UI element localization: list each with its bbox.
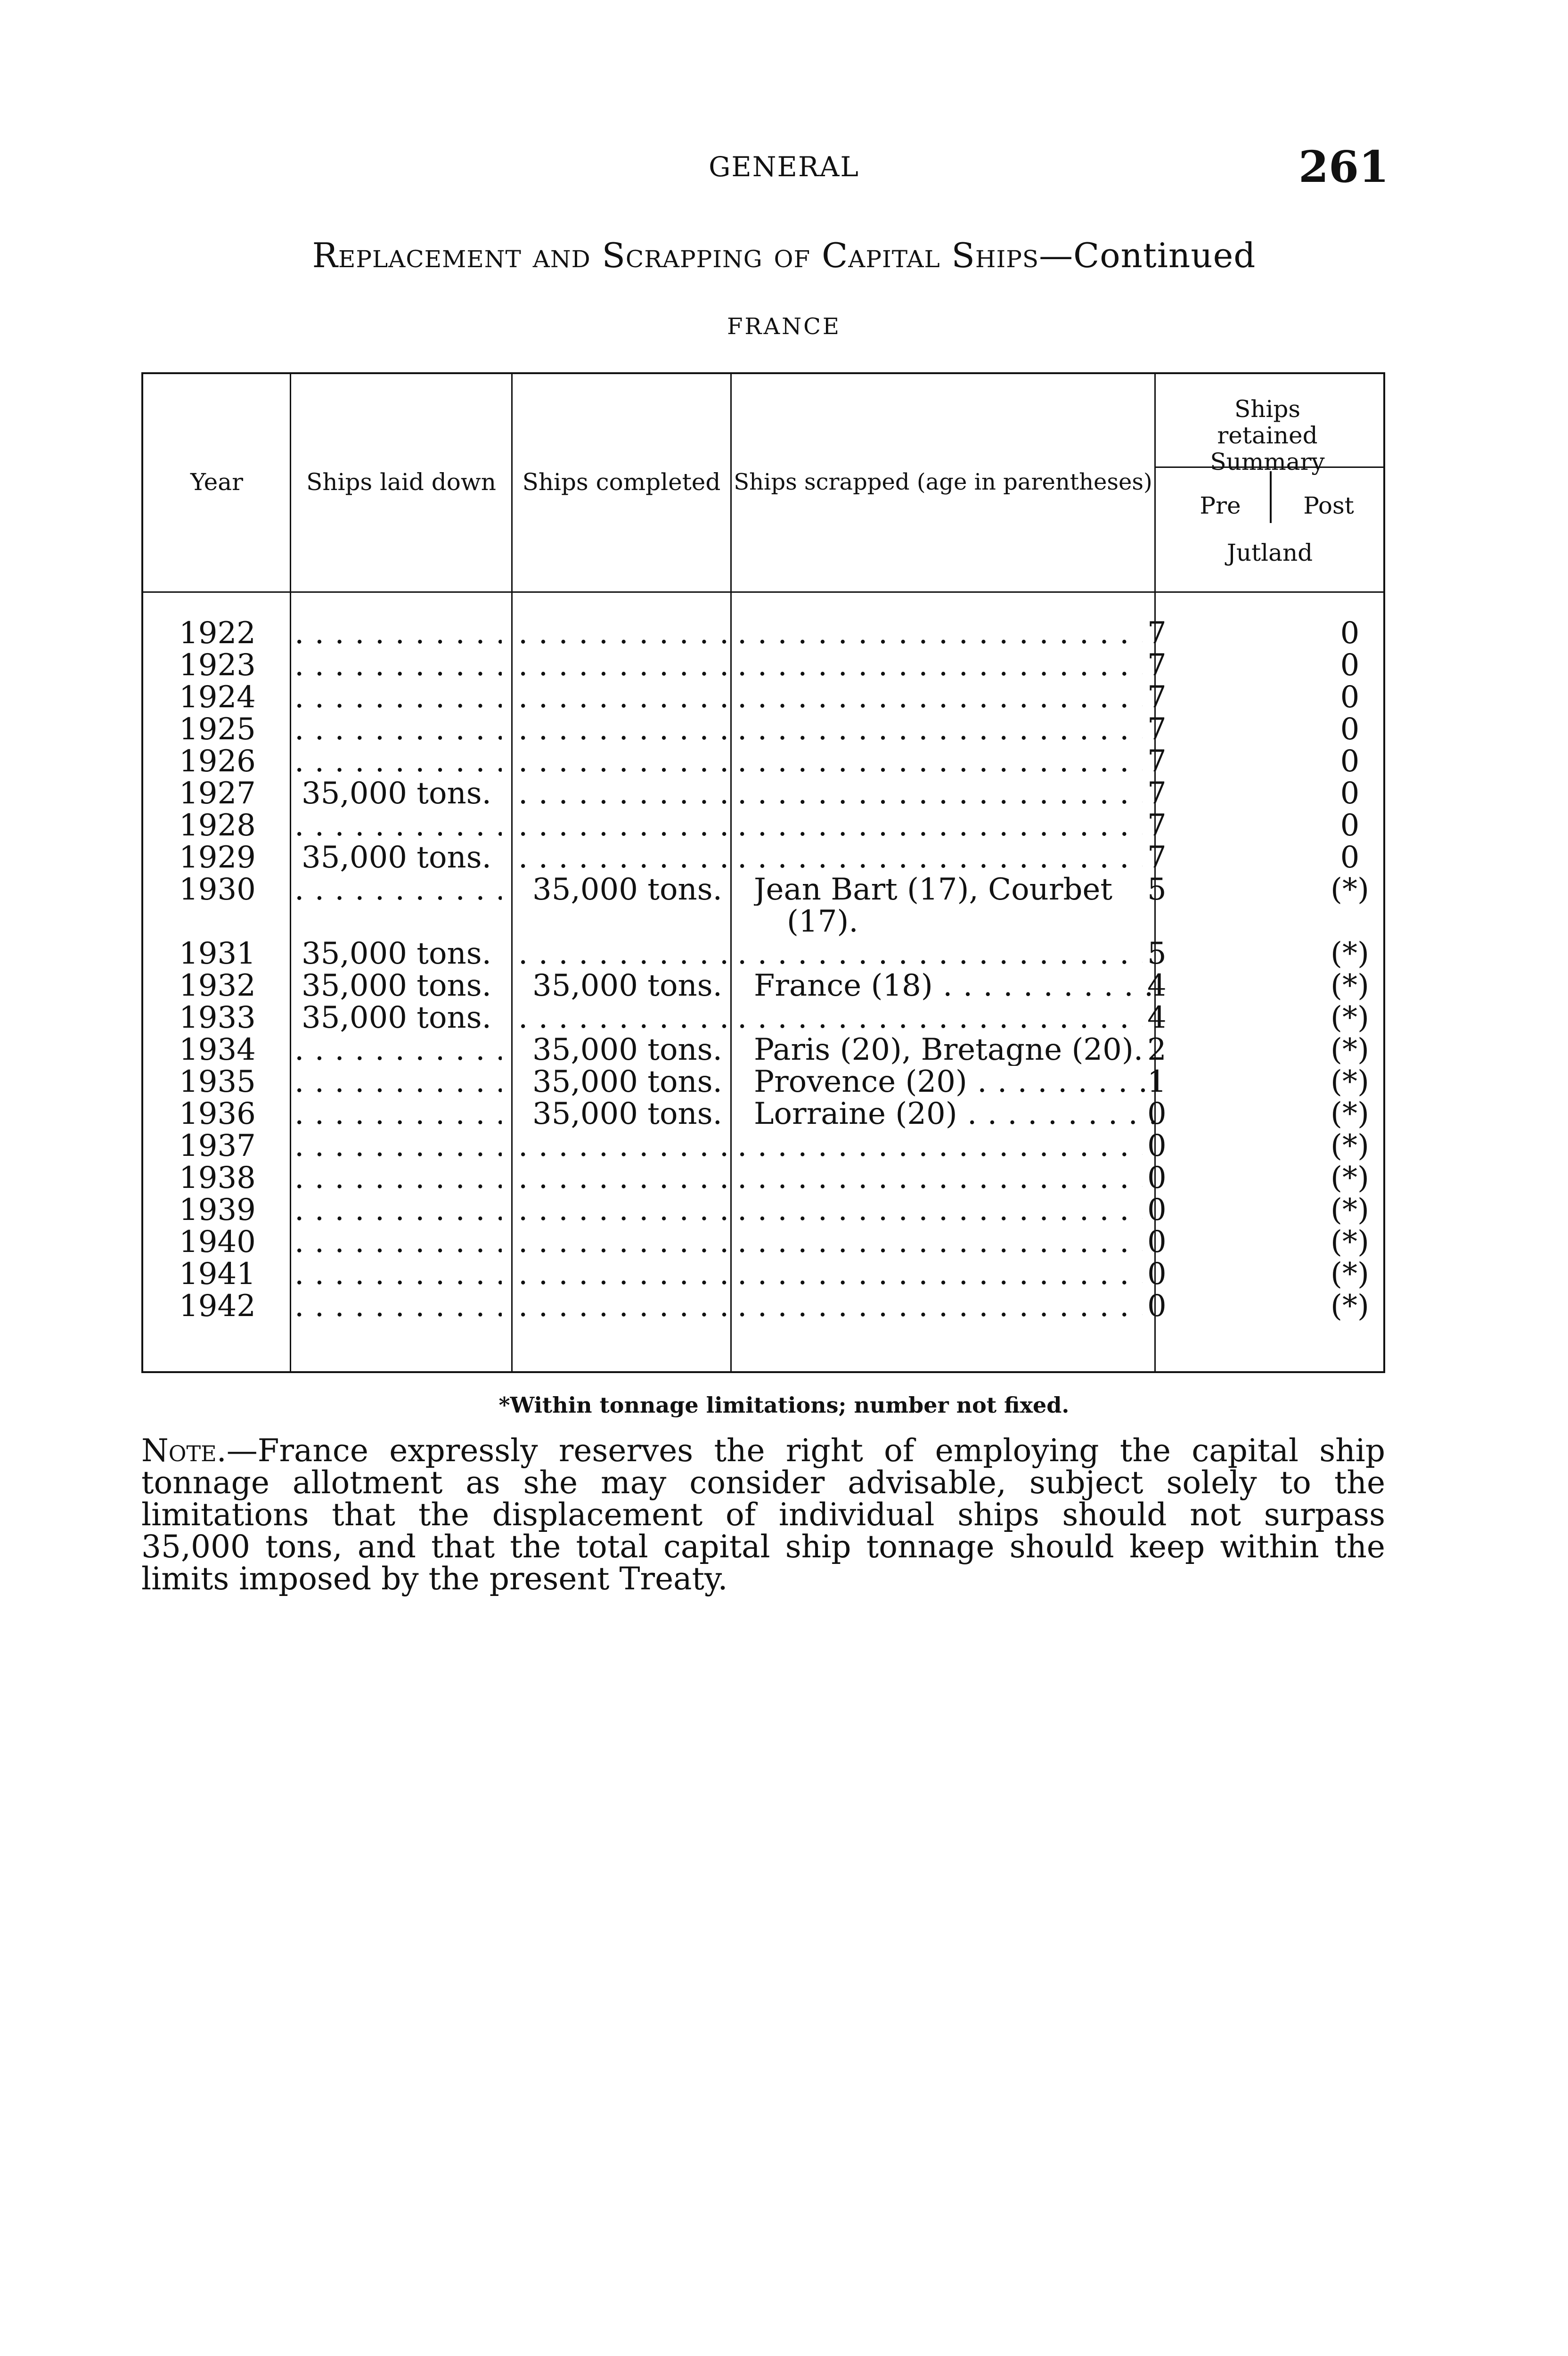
table-row	[141, 745, 1385, 777]
header-ships-laid-down: Ships laid down	[306, 468, 496, 496]
pre-jutland-cell: 7	[1147, 842, 1167, 874]
post-jutland-cell: 0	[1340, 777, 1360, 810]
year-cell: 1933	[179, 1002, 256, 1034]
year-cell: 1925	[179, 713, 256, 745]
completed-cell	[518, 745, 728, 777]
post-jutland-cell: (*)	[1331, 1258, 1369, 1290]
post-jutland-cell: (*)	[1331, 938, 1369, 970]
post-jutland-cell: 0	[1340, 681, 1360, 713]
year-cell: 1929	[179, 842, 256, 874]
pre-jutland-cell: 7	[1147, 745, 1167, 777]
section-title-main: Replacement and Scrapping of Capital Ships	[312, 236, 1039, 275]
post-jutland-cell: (*)	[1331, 874, 1369, 906]
pre-jutland-cell: 7	[1147, 713, 1167, 745]
completed-cell	[518, 842, 728, 874]
year-cell: 1932	[179, 970, 256, 1002]
completed-cell: 35,000 tons.	[532, 874, 722, 906]
laid-down-cell	[294, 617, 502, 649]
scrapped-cell	[737, 1194, 1143, 1226]
pre-jutland-cell: 7	[1147, 777, 1167, 810]
table-row	[141, 1226, 1385, 1258]
year-cell: 1931	[179, 938, 256, 970]
table-row	[141, 1130, 1385, 1162]
pre-jutland-cell: 7	[1147, 810, 1167, 842]
laid-down-cell: 35,000 tons. . . .	[302, 842, 499, 874]
scrapped-cell: Lorraine (20) . . .	[754, 1098, 1159, 1130]
table-top-rule	[141, 372, 1385, 374]
year-cell: 1928	[179, 810, 256, 842]
scrapped-cell	[737, 681, 1143, 713]
table-row	[141, 617, 1385, 649]
laid-down-cell	[294, 1194, 502, 1226]
completed-cell	[518, 1258, 728, 1290]
post-jutland-cell: (*)	[1331, 1066, 1369, 1098]
laid-down-cell	[294, 1290, 502, 1322]
table-row	[141, 1290, 1385, 1322]
post-jutland-cell: (*)	[1331, 970, 1369, 1002]
laid-down-cell	[294, 1098, 502, 1130]
table-row	[141, 874, 1385, 906]
scrapped-cell	[737, 649, 1143, 681]
pre-jutland-cell: 0	[1147, 1226, 1167, 1258]
completed-cell: 35,000 tons.	[532, 1034, 722, 1066]
year-cell: 1922	[179, 617, 256, 649]
year-cell: 1941	[179, 1258, 256, 1290]
laid-down-cell	[294, 1226, 502, 1258]
table-row	[141, 970, 1385, 1002]
post-jutland-cell: (*)	[1331, 1194, 1369, 1226]
pre-jutland-cell: 5	[1147, 874, 1167, 906]
laid-down-cell	[294, 1258, 502, 1290]
post-jutland-cell: (*)	[1331, 1002, 1369, 1034]
post-jutland-cell: 0	[1340, 842, 1360, 874]
scrapped-cell: Paris (20), Bretagne (20).	[754, 1034, 1143, 1066]
pre-jutland-cell: 0	[1147, 1098, 1167, 1130]
scrapped-cell	[737, 1002, 1143, 1034]
note-lead: Note.	[141, 1432, 227, 1469]
laid-down-cell	[294, 1034, 502, 1066]
scrapped-cell: France (18) . . .	[754, 970, 1159, 1002]
year-cell: 1923	[179, 649, 256, 681]
table-row	[141, 713, 1385, 745]
scrapped-cell	[737, 713, 1143, 745]
post-jutland-cell: 0	[1340, 810, 1360, 842]
pre-jutland-cell: 0	[1147, 1258, 1167, 1290]
scrapped-cell	[737, 1130, 1143, 1162]
post-jutland-cell: (*)	[1331, 1098, 1369, 1130]
table-row	[141, 1162, 1385, 1194]
header-jutland: Jutland	[1226, 539, 1313, 566]
completed-cell	[518, 617, 728, 649]
pre-jutland-cell: 4	[1147, 1002, 1167, 1034]
running-head: GENERAL	[709, 151, 859, 183]
completed-cell	[518, 1162, 728, 1194]
laid-down-cell	[294, 713, 502, 745]
pre-jutland-cell: 7	[1147, 649, 1167, 681]
year-cell: 1927	[179, 777, 256, 810]
header-post: Post	[1303, 492, 1354, 519]
completed-cell	[518, 777, 728, 810]
laid-down-cell: 35,000 tons. . . .	[302, 777, 499, 810]
post-jutland-cell: (*)	[1331, 1162, 1369, 1194]
post-jutland-cell: (*)	[1331, 1130, 1369, 1162]
year-cell: 1937	[179, 1130, 256, 1162]
completed-cell	[518, 1002, 728, 1034]
table-row	[141, 1066, 1385, 1098]
laid-down-cell	[294, 874, 502, 906]
header-year: Year	[190, 468, 243, 496]
completed-cell	[518, 938, 728, 970]
completed-cell	[518, 1226, 728, 1258]
section-title	[0, 236, 1568, 275]
table-row	[141, 938, 1385, 970]
completed-cell	[518, 810, 728, 842]
year-cell: 1924	[179, 681, 256, 713]
scrapped-cell: Jean Bart (17), Courbet	[754, 874, 1113, 906]
scrapped-cell	[737, 1226, 1143, 1258]
note-paragraph	[141, 1432, 1385, 1597]
laid-down-cell: 35,000 tons. . . .	[302, 938, 499, 970]
scrapped-cell	[737, 745, 1143, 777]
table-row	[141, 810, 1385, 842]
pre-jutland-cell: 1	[1147, 1066, 1167, 1098]
laid-down-cell	[294, 1130, 502, 1162]
year-cell: 1930	[179, 874, 256, 906]
table-row	[141, 649, 1385, 681]
completed-cell: 35,000 tons.	[532, 970, 722, 1002]
table-row-continuation	[141, 906, 1385, 938]
header-ships-scrapped: Ships scrapped (age in parentheses)	[734, 469, 1152, 495]
table-row	[141, 1098, 1385, 1130]
header-bottom-rule	[141, 591, 1385, 593]
table-row	[141, 1258, 1385, 1290]
laid-down-cell	[294, 810, 502, 842]
scrapped-cell	[737, 1290, 1143, 1322]
post-jutland-cell: 0	[1340, 617, 1360, 649]
pre-jutland-cell: 4	[1147, 970, 1167, 1002]
scrapped-cell	[737, 810, 1143, 842]
scrapped-cell	[737, 938, 1143, 970]
scrapped-cell: Provence (20) . . .	[754, 1066, 1159, 1098]
scrapped-cell	[737, 777, 1143, 810]
pre-jutland-cell: 2	[1147, 1034, 1167, 1066]
completed-cell	[518, 681, 728, 713]
laid-down-cell	[294, 1066, 502, 1098]
scrapped-cell-continued: (17).	[787, 906, 858, 938]
completed-cell	[518, 1194, 728, 1226]
scrapped-cell	[737, 617, 1143, 649]
table-row	[141, 1034, 1385, 1066]
table-row	[141, 842, 1385, 874]
table-row	[141, 1002, 1385, 1034]
laid-down-cell: 35,000 tons. . . .	[302, 970, 499, 1002]
completed-cell	[518, 1130, 728, 1162]
pre-jutland-cell: 7	[1147, 681, 1167, 713]
header-pre: Pre	[1200, 492, 1241, 519]
completed-cell: 35,000 tons.	[532, 1066, 722, 1098]
year-cell: 1936	[179, 1098, 256, 1130]
laid-down-cell	[294, 1162, 502, 1194]
pre-jutland-cell: 7	[1147, 617, 1167, 649]
country-heading: FRANCE	[727, 313, 841, 340]
page-number: 261	[1298, 141, 1389, 192]
pre-jutland-cell: 0	[1147, 1130, 1167, 1162]
completed-cell: 35,000 tons.	[532, 1098, 722, 1130]
note-text: —France expressly reserves the right of employing the capital ship tonnage allotment as she may consider advisable, subject solely to the limitations that the displacement of individual ships should not surpass 35,000 tons, and that the total capital ship tonnage should keep within the limits imposed by the present Treaty.	[141, 1432, 1385, 1597]
post-jutland-cell: 0	[1340, 713, 1360, 745]
completed-cell	[518, 649, 728, 681]
completed-cell	[518, 713, 728, 745]
laid-down-cell	[294, 681, 502, 713]
year-cell: 1934	[179, 1034, 256, 1066]
year-cell: 1942	[179, 1290, 256, 1322]
laid-down-cell	[294, 745, 502, 777]
header-ships-completed: Ships completed	[522, 468, 721, 496]
pre-jutland-cell: 0	[1147, 1290, 1167, 1322]
pre-jutland-cell: 0	[1147, 1194, 1167, 1226]
post-jutland-cell: (*)	[1331, 1226, 1369, 1258]
post-jutland-cell: 0	[1340, 649, 1360, 681]
year-cell: 1935	[179, 1066, 256, 1098]
scrapped-cell	[737, 1258, 1143, 1290]
header-ships-retained: Ships retained Summary	[1210, 395, 1325, 475]
post-jutland-cell: 0	[1340, 745, 1360, 777]
year-cell: 1926	[179, 745, 256, 777]
section-title-continued: —Continued	[1039, 236, 1256, 275]
post-jutland-cell: (*)	[1331, 1034, 1369, 1066]
pre-jutland-cell: 0	[1147, 1162, 1167, 1194]
footnote: *Within tonnage limitations; number not fixed.	[498, 1392, 1070, 1418]
table-row	[141, 777, 1385, 810]
pre-jutland-cell: 5	[1147, 938, 1167, 970]
post-jutland-cell: (*)	[1331, 1290, 1369, 1322]
scrapped-cell	[737, 1162, 1143, 1194]
laid-down-cell	[294, 649, 502, 681]
year-cell: 1938	[179, 1162, 256, 1194]
table-row	[141, 681, 1385, 713]
year-cell: 1939	[179, 1194, 256, 1226]
year-cell: 1940	[179, 1226, 256, 1258]
completed-cell	[518, 1290, 728, 1322]
scrapped-cell	[737, 842, 1143, 874]
table-row	[141, 1194, 1385, 1226]
pre-post-divider	[1270, 471, 1272, 523]
table-bottom-rule	[141, 1371, 1385, 1373]
laid-down-cell: 35,000 tons. . . .	[302, 1002, 499, 1034]
